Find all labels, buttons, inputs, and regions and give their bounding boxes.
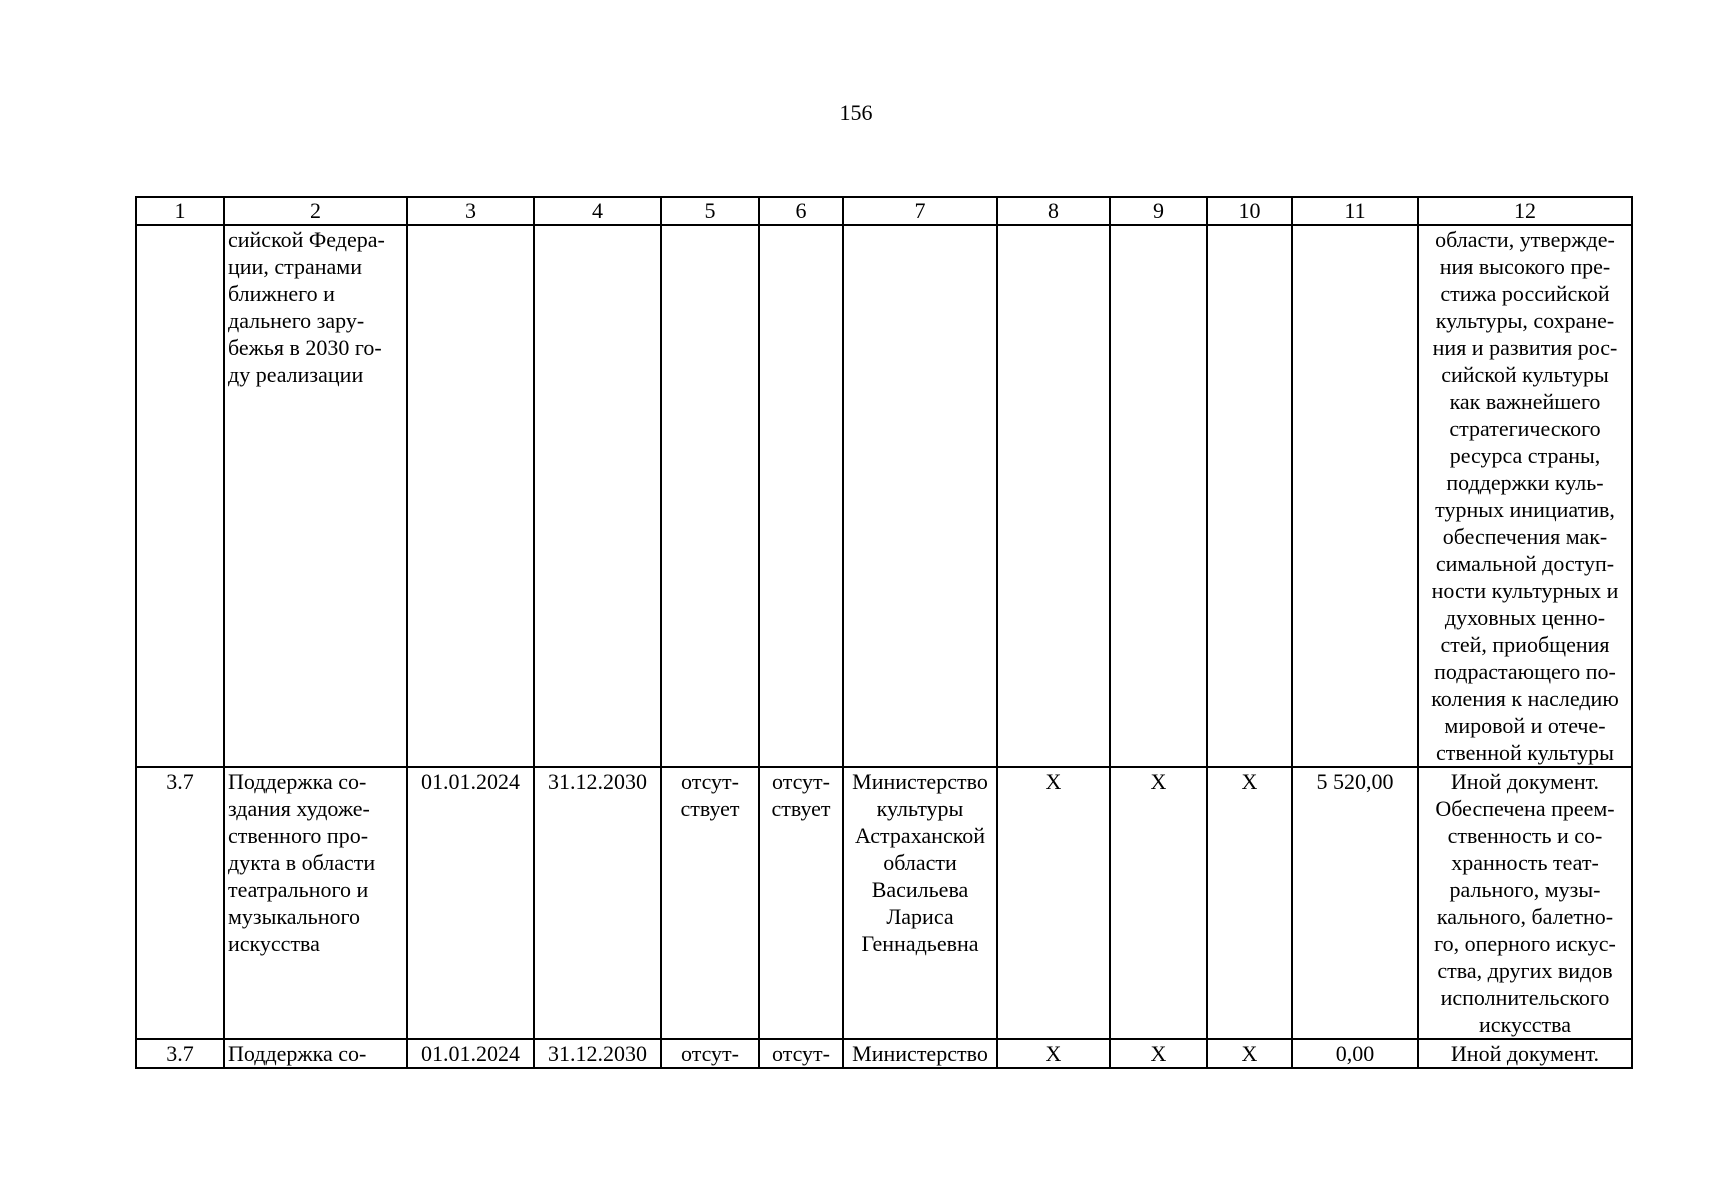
table-cell: X [1110,1039,1207,1068]
cell-line: обеспечения мак- [1442,524,1608,549]
cell-line: театрального и [228,877,369,902]
amount-cell: 5 520,00 [1292,767,1418,1039]
cell-line: Васильева [871,877,969,902]
cell-line: подрастающего по- [1434,659,1616,684]
cell-line: ствует [680,796,740,821]
end-date: 31.12.2030 [534,767,661,1039]
col-header: 7 [843,197,997,225]
cell-line: ности культурных и [1431,578,1619,603]
row-number: 3.7 [136,1039,224,1068]
cell-line: ресурса страны, [1449,443,1601,468]
cell-line: сийской Федера- [228,227,385,252]
cell-line: ствует [771,796,831,821]
cell-line: бежья в 2030 го- [228,335,382,360]
cell-line: ния высокого пре- [1439,254,1611,279]
event-name-cell [224,1039,407,1068]
table-cell [843,225,997,767]
table-cell [224,225,407,767]
cell-line: искусства [228,931,320,956]
table-cell: X [1207,767,1292,1039]
table-cell: X [997,767,1110,1039]
cell-line: ственного про- [228,823,369,848]
table-cell [661,1039,759,1068]
table-cell: X [1207,1039,1292,1068]
header-row [136,197,1632,225]
cell-line: отсут- [680,769,739,794]
cell-line: стижа российской [1440,281,1610,306]
col-header: 6 [759,197,843,225]
responsible-cell [843,767,997,1039]
start-date: 01.01.2024 [407,767,534,1039]
end-date: 31.12.2030 [534,1039,661,1068]
cell-line: сийской культуры [1441,362,1609,387]
cell-line: Поддержка со- [228,769,367,794]
table-cell [759,1039,843,1068]
table-row [136,1039,1632,1068]
start-date: 01.01.2024 [407,1039,534,1068]
table-cell [136,225,224,767]
cell-line: го, оперного искус- [1434,931,1616,956]
cell-line: как важнейшего [1449,389,1601,414]
col-header: 9 [1110,197,1207,225]
table-cell [1110,225,1207,767]
cell-line: исполнительского [1440,985,1610,1010]
col-header: 3 [407,197,534,225]
cell-line: коления к наследию [1431,686,1619,711]
table-row [136,225,1632,767]
cell-line: мировой и отече- [1444,713,1606,738]
cell-line: искусства [1479,1012,1571,1037]
cell-line: духовных ценно- [1444,605,1606,630]
cell-line: стей, приобщения [1440,632,1610,657]
cell-line: ственность и со- [1447,823,1603,848]
table-cell: X [997,1039,1110,1068]
col-header: 4 [534,197,661,225]
page-number: 156 [839,100,873,125]
col-header: 12 [1418,197,1632,225]
table-cell [534,225,661,767]
cell-line: здания художе- [228,796,370,821]
cell-line: ции, странами [228,254,362,279]
cell-line: области, утвержде- [1435,227,1615,252]
cell-line: рального, музы- [1449,877,1601,902]
cell-line: турных инициатив, [1435,497,1615,522]
amount-cell: 0,00 [1292,1039,1418,1068]
cell-line: отсут- [680,1041,739,1066]
cell-line: культуры, сохране- [1435,308,1615,333]
table-cell [997,225,1110,767]
cell-line: области [883,850,957,875]
cell-line: ду реализации [228,362,364,387]
row-number: 3.7 [136,767,224,1039]
table-cell [1418,225,1632,767]
cell-line: ственной культуры [1436,740,1614,765]
cell-line: симальной доступ- [1435,551,1615,576]
col-header: 8 [997,197,1110,225]
cell-line: Министерство [852,1041,988,1066]
cell-line: Астраханской [854,823,986,848]
program-table [135,196,1633,1069]
table-cell [759,225,843,767]
cell-line: Лариса [886,904,954,929]
table-cell [1292,225,1418,767]
table-cell [1207,225,1292,767]
cell-line: поддержки куль- [1446,470,1604,495]
result-cell [1418,1039,1632,1068]
table-row [136,767,1632,1039]
col-header: 2 [224,197,407,225]
responsible-cell [843,1039,997,1068]
cell-line: стратегического [1449,416,1601,441]
table-cell [407,225,534,767]
cell-line: Геннадьевна [861,931,979,956]
cell-line: отсут- [771,1041,830,1066]
cell-line: Иной документ. [1450,769,1600,794]
cell-line: музыкального [228,904,360,929]
table-cell [759,767,843,1039]
cell-line: культуры [876,796,964,821]
cell-line: дукта в области [228,850,376,875]
cell-line: кального, балетно- [1436,904,1614,929]
cell-line: Обеспечена преем- [1435,796,1615,821]
col-header: 10 [1207,197,1292,225]
table-cell [661,767,759,1039]
col-header: 5 [661,197,759,225]
cell-line: Иной документ. [1450,1041,1600,1066]
event-name-cell [224,767,407,1039]
result-cell [1418,767,1632,1039]
col-header: 1 [136,197,224,225]
cell-line: дальнего зару- [228,308,365,333]
cell-line: ния и развития рос- [1432,335,1618,360]
table-cell [661,225,759,767]
cell-line: ближнего и [228,281,335,306]
cell-line: хранность теат- [1451,850,1599,875]
col-header: 11 [1292,197,1418,225]
cell-line: Поддержка со- [228,1041,367,1066]
table-cell: X [1110,767,1207,1039]
cell-line: Министерство [852,769,988,794]
cell-line: ства, других видов [1437,958,1613,983]
cell-line: отсут- [771,769,830,794]
